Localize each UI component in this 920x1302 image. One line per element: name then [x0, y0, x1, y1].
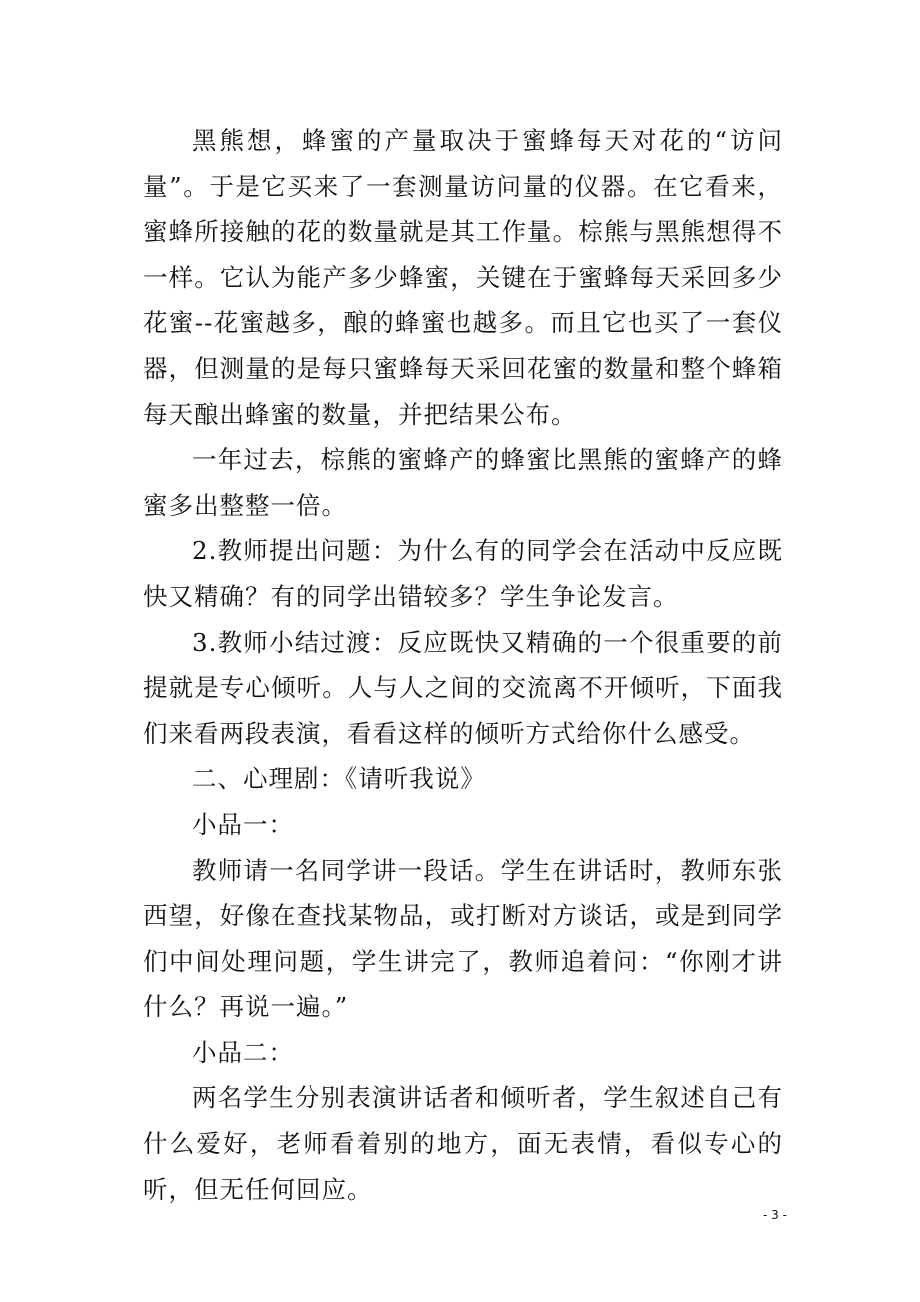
paragraph-result: 一年过去，棕熊的蜜蜂产的蜂蜜比黑熊的蜜蜂产的蜂蜜多出整整一倍。 — [143, 445, 783, 520]
sketch-two-title: 小品二： — [192, 1037, 294, 1067]
document-body — [143, 118, 783, 1212]
sketch-two-text: 两名学生分别表演讲话者和倾听者，学生叙述自己有什么爱好，老师看着别的地方，面无表情，看似专心的听，但无任何回应。 — [143, 1083, 783, 1204]
sketch-one-title: 小品一： — [192, 809, 294, 839]
section-heading-psychodrama: 二、心理剧：《请听我说》 — [192, 764, 486, 794]
sketch-one-text: 教师请一名同学讲一段话。学生在讲话时，教师东张西望，好像在查找某物品，或打断对方谈话，或是到同学们中间处理问题，学生讲完了，教师追着问：“你刚才讲什么？再说一遍。” — [143, 855, 783, 1022]
paragraph-black-bear: 黑熊想，蜂蜜的产量取决于蜜蜂每天对花的“访问量”。于是它买来了一套测量访问量的仪器。在它看来，蜜蜂所接触的花的数量就是其工作量。棕熊与黑熊想得不一样。它认为能产多少蜂蜜，关键在于蜜蜂每天采回多少花蜜--花蜜越多，酿的蜂蜜也越多。而且它也买了一套仪器，但测量的是每只蜜蜂每天采回花蜜的数量和整个蜂箱每天酿出蜂蜜的数量，并把结果公布。 — [143, 126, 783, 429]
paragraph-question: 2.教师提出问题：为什么有的同学会在活动中反应既快又精确？有的同学出错较多？学生争论发言。 — [143, 536, 783, 611]
page-number: - 3 - — [763, 1208, 787, 1222]
paragraph-summary: 3.教师小结过渡：反应既快又精确的一个很重要的前提就是专心倾听。人与人之间的交流离不开倾听，下面我们来看两段表演，看看这样的倾听方式给你什么感受。 — [143, 627, 783, 748]
